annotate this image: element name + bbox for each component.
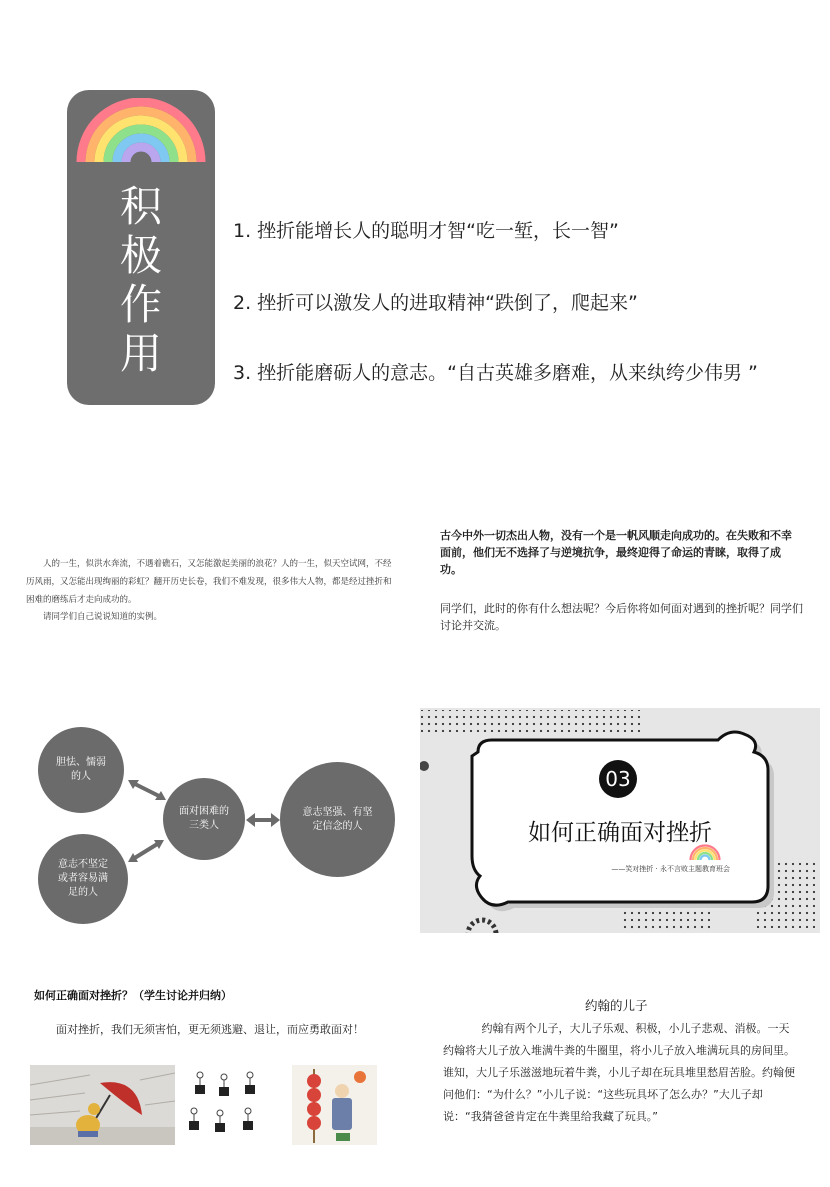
umbrella-illustration bbox=[30, 1065, 175, 1145]
double-arrow-icon bbox=[128, 778, 166, 802]
story-title: 约翰的儿子 bbox=[585, 998, 648, 1013]
instruction-text: 请同学们自己说说知道的实例。 bbox=[43, 612, 163, 622]
rainbow-icon bbox=[689, 844, 721, 861]
section-title-slide bbox=[420, 708, 820, 933]
cartoon-figures-illustration bbox=[183, 1065, 275, 1145]
point-1: 1. 挫折能增长人的聪明才智“吃一堑，长一智” bbox=[233, 220, 619, 242]
double-arrow-icon bbox=[128, 838, 164, 864]
circle-weak-will-people bbox=[38, 834, 128, 924]
tag-title: 积极作用 bbox=[119, 182, 162, 378]
discussion-question: 同学们，此时的你有什么想法呢？今后你将如何面对遇到的挫折呢？同学们讨论并交流。 bbox=[440, 602, 803, 632]
circle-center-label: 面对困难的三类人 bbox=[179, 806, 229, 831]
circle-strong-will-people bbox=[280, 762, 395, 877]
section-title: 如何正确面对挫折 bbox=[528, 820, 712, 846]
point-3: 3. 挫折能磨砺人的意志。“自古英雄多磨难，从来纨绔少伟男 ” bbox=[233, 362, 758, 384]
intro-paragraph: 人的一生，似洪水奔流，不遇着礁石，又怎能激起美丽的浪花？人的一生，似天空试网，不经历风雨，又怎能出现绚丽的彩虹？翻开历史长卷，我们不难发现，很多伟大人物，都是经过挫折和困难的磨练后才走向成功的。 bbox=[26, 559, 392, 605]
section-subtitle: ——笑对挫折 · 永不言败主题教育班会 bbox=[611, 865, 730, 873]
point-2: 2. 挫折可以激发人的进取精神“跌倒了，爬起来” bbox=[233, 292, 638, 314]
candied-fruit-illustration bbox=[292, 1065, 377, 1145]
double-arrow-icon bbox=[246, 812, 280, 828]
circle-strong-label: 意志坚强、有坚定信念的人 bbox=[302, 806, 373, 832]
rainbow-icon bbox=[76, 98, 206, 164]
circle-weak-label: 意志不坚定或者容易满足的人 bbox=[58, 859, 108, 898]
key-statement: 古今中外一切杰出人物，没有一个是一帆风顺走向成功的。在失败和不幸面前，他们无不选择了与逆境抗争，最终迎得了命运的青睐，取得了成功。 bbox=[440, 529, 792, 576]
circle-timid-people bbox=[38, 727, 124, 813]
story-body: 约翰有两个儿子，大儿子乐观、积极，小儿子悲观、消极。一天约翰将大儿子放入堆满牛粪的牛圈里，将小儿子放入堆满玩具的房间里。谁知，大儿子乐滋滋地玩着牛粪，小儿子却在玩具堆里愁眉苦脸。约翰便问他们：“为什么？”小儿子说：“这些玩具坏了怎么办？”大儿子却说：“我猜爸爸肯定在牛粪里给我藏了玩具。” bbox=[443, 1022, 795, 1123]
circle-timid-label: 胆怯、懦弱的人 bbox=[56, 757, 106, 782]
discussion-heading: 如何正确面对挫折？（学生讨论并归纳） bbox=[34, 989, 232, 1002]
courage-statement: 面对挫折，我们无须害怕，更无须逃避、退让，而应勇敢面对！ bbox=[56, 1023, 364, 1036]
section-number-badge: 03 bbox=[599, 760, 637, 798]
circle-center bbox=[163, 778, 245, 860]
